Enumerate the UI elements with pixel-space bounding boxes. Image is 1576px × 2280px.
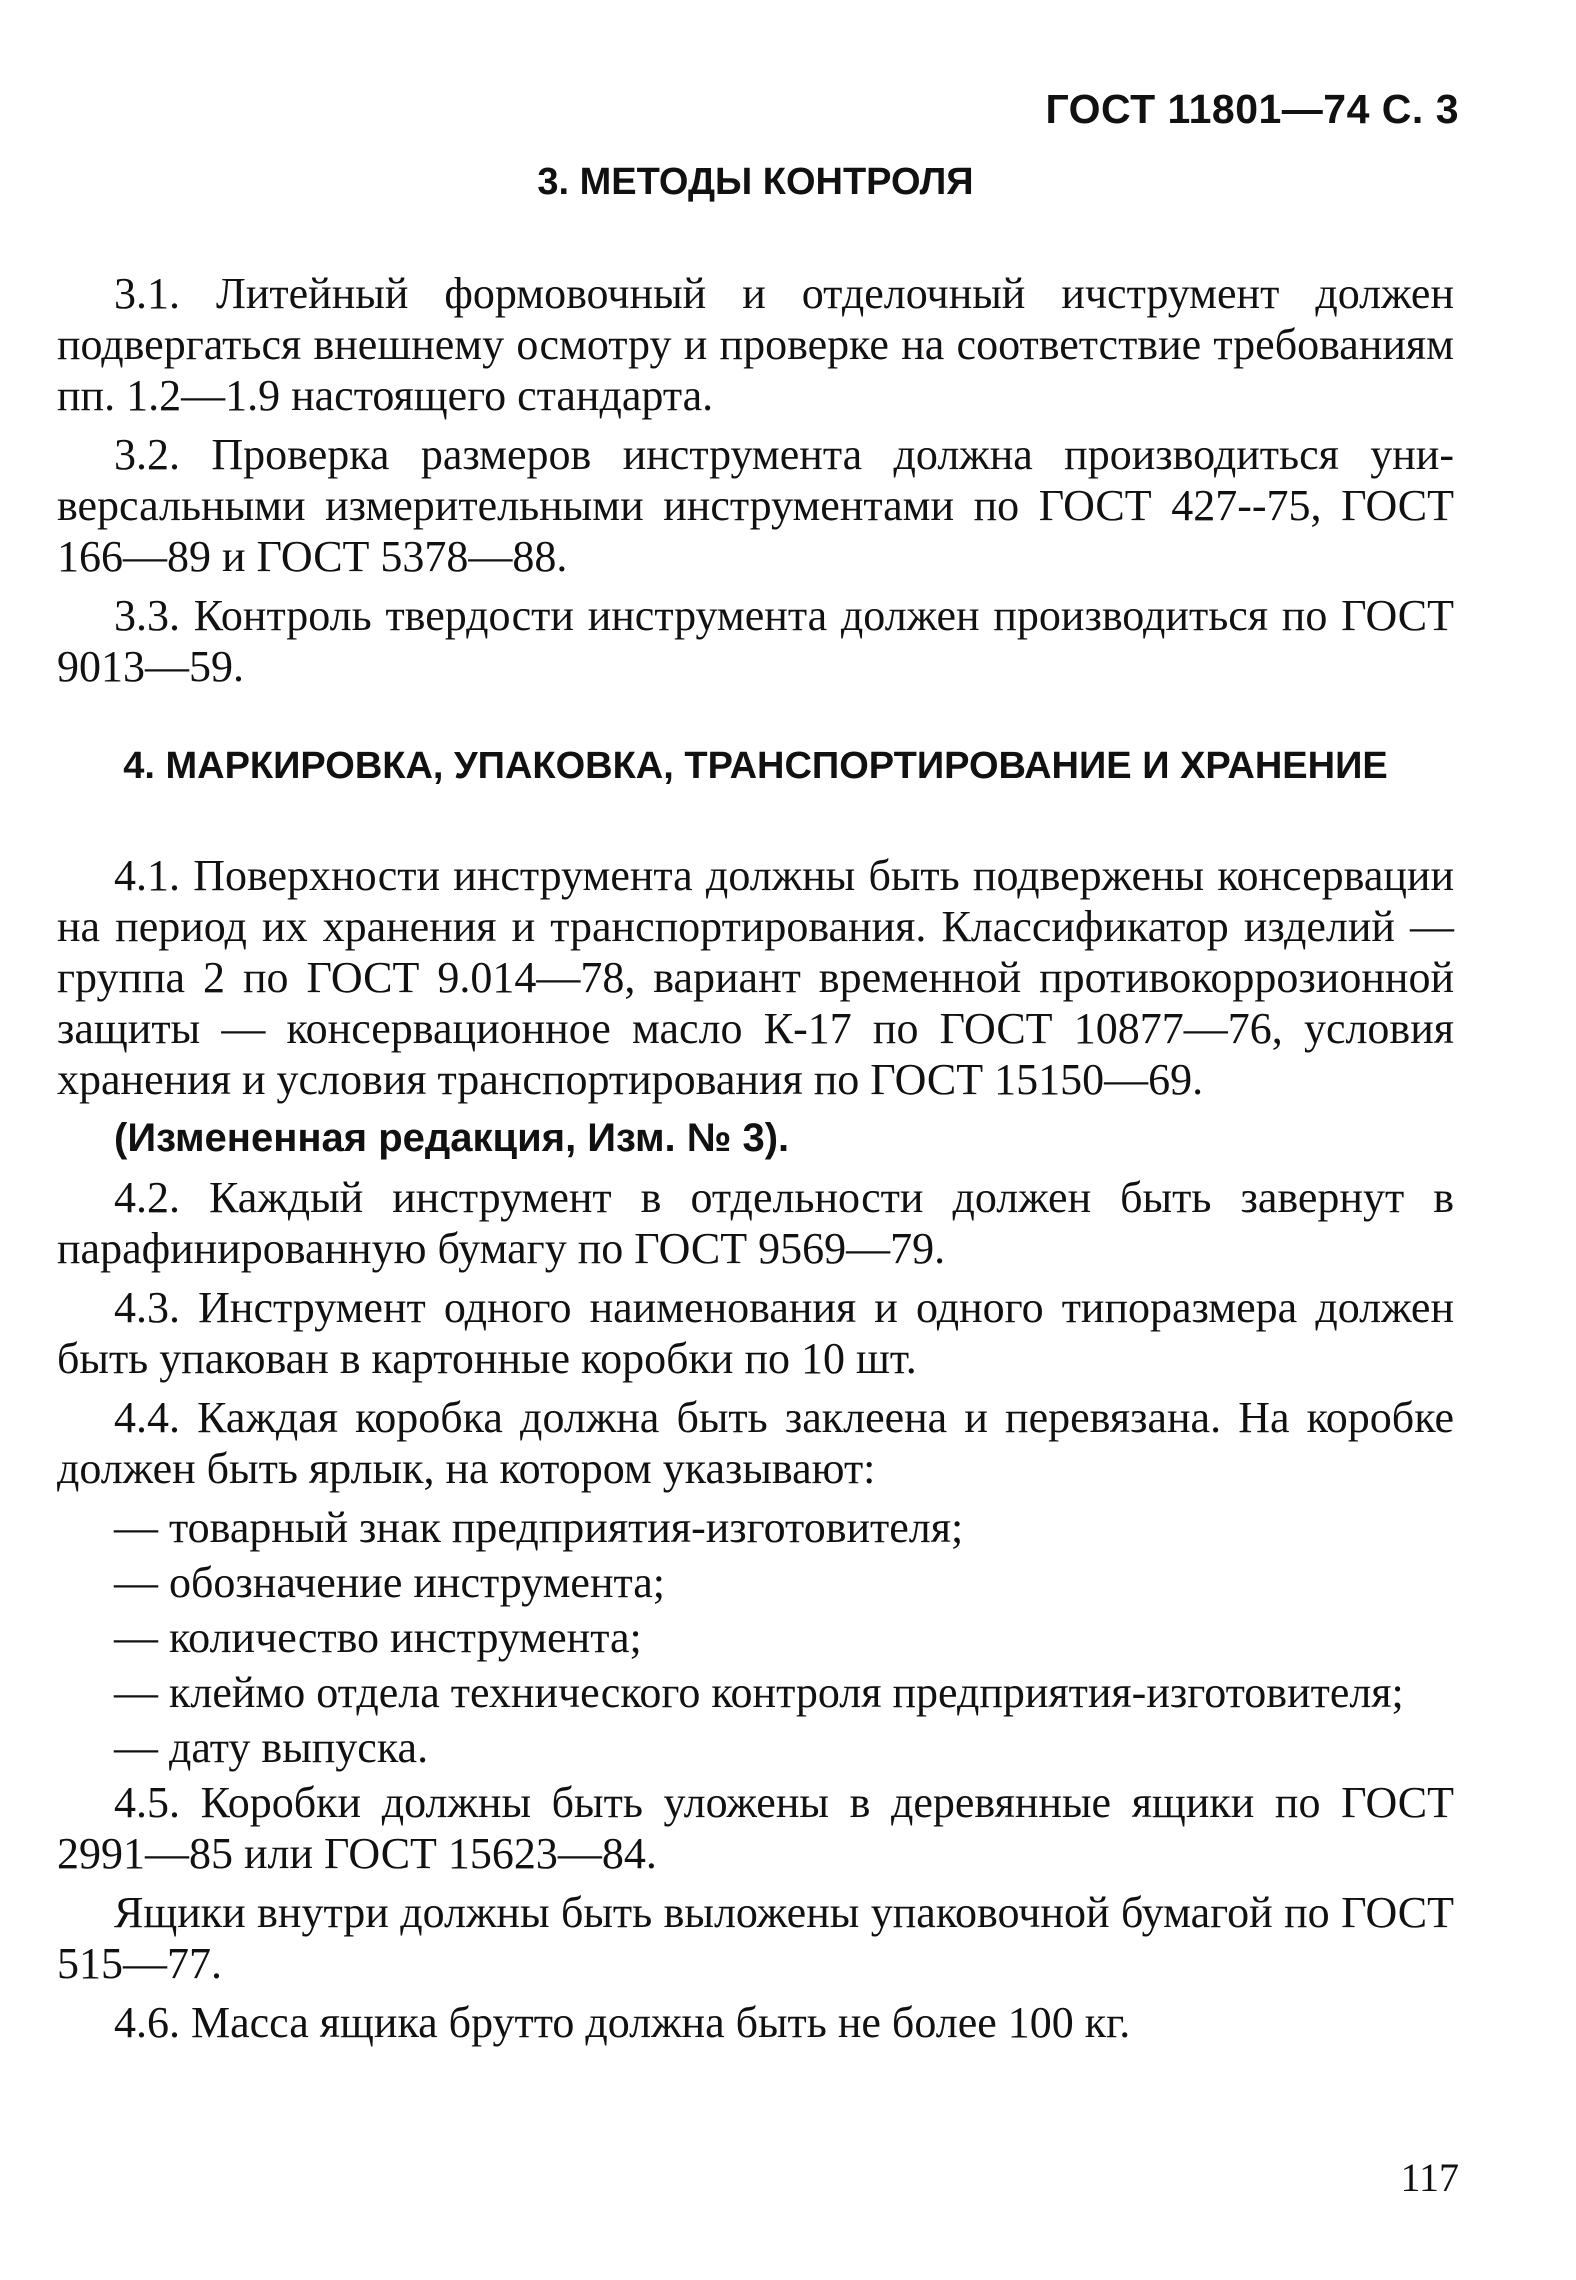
paragraph-4-1: 4.1. Поверхности инструмента должны быть подвержены консервации на период их хранения и транспортирования. Классификатор изделий — группа 2 по ГОСТ 9.014—78, вариант временной противокоррозионной защиты — консервационное масло К-17 по ГОСТ 10877—76, условия хранения и условия транспортирования по ГОСТ 15150—69.	[57, 851, 1454, 1104]
list-item-release-date: — дату выпуска.	[114, 1723, 429, 1772]
running-header: ГОСТ 11801—74 С. 3	[1045, 86, 1459, 132]
paragraph-4-4: 4.4. Каждая коробка должна быть заклеена и перевязана. На коробке должен быть ярлык, на котором указывают:	[57, 1393, 1454, 1493]
paragraph-3-2: 3.2. Проверка размеров инструмента должна производиться универсальными измерительными инструментами по ГОСТ 427--75, ГОСТ 166—89 и ГОСТ 5378—88.	[57, 430, 1454, 581]
list-item-otk-stamp: — клеймо отдела технического контроля предприятия-изготовителя;	[114, 1668, 1404, 1717]
paragraph-4-6: 4.6. Масса ящика брутто должна быть не более 100 кг.	[114, 1998, 1131, 2047]
page-number: 117	[1400, 2155, 1459, 2200]
list-item-designation: — обозначение инструмента;	[114, 1558, 666, 1607]
page-body	[57, 160, 1454, 2056]
list-item-quantity: — количество инструмента;	[114, 1613, 642, 1662]
paragraph-4-3: 4.3. Инструмент одного наименования и одного типоразмера должен быть упакован в картонные коробки по 10 шт.	[57, 1283, 1454, 1383]
paragraph-3-1: 3.1. Литейный формовочный и отделочный ичструмент должен подвергаться внешнему осмотру и проверке на соответствие требованиям пп. 1.2—1.9 настоящего стандарта.	[57, 269, 1454, 420]
amendment-note: (Измененная редакция, Изм. № 3).	[114, 1116, 790, 1160]
section-4-title: 4. МАРКИРОВКА, УПАКОВКА, ТРАНСПОРТИРОВАНИЕ И ХРАНЕНИЕ	[123, 745, 1388, 787]
list-item-trademark: — товарный знак предприятия-изготовителя;	[114, 1503, 964, 1552]
section-3-title: 3. МЕТОДЫ КОНТРОЛЯ	[537, 161, 974, 203]
paragraph-4-2: 4.2. Каждый инструмент в отдельности должен быть завернут в парафинированную бумагу по ГОСТ 9569—79.	[57, 1173, 1454, 1273]
paragraph-4-5: 4.5. Коробки должны быть уложены в деревянные ящики по ГОСТ 2991—85 или ГОСТ 15623—84.	[57, 1778, 1454, 1878]
paragraph-3-3: 3.3. Контроль твердости инструмента должен производиться по ГОСТ 9013—59.	[57, 591, 1454, 691]
paragraph-4-5-boxes: Ящики внутри должны быть выложены упаковочной бумагой по ГОСТ 515—77.	[57, 1888, 1454, 1988]
